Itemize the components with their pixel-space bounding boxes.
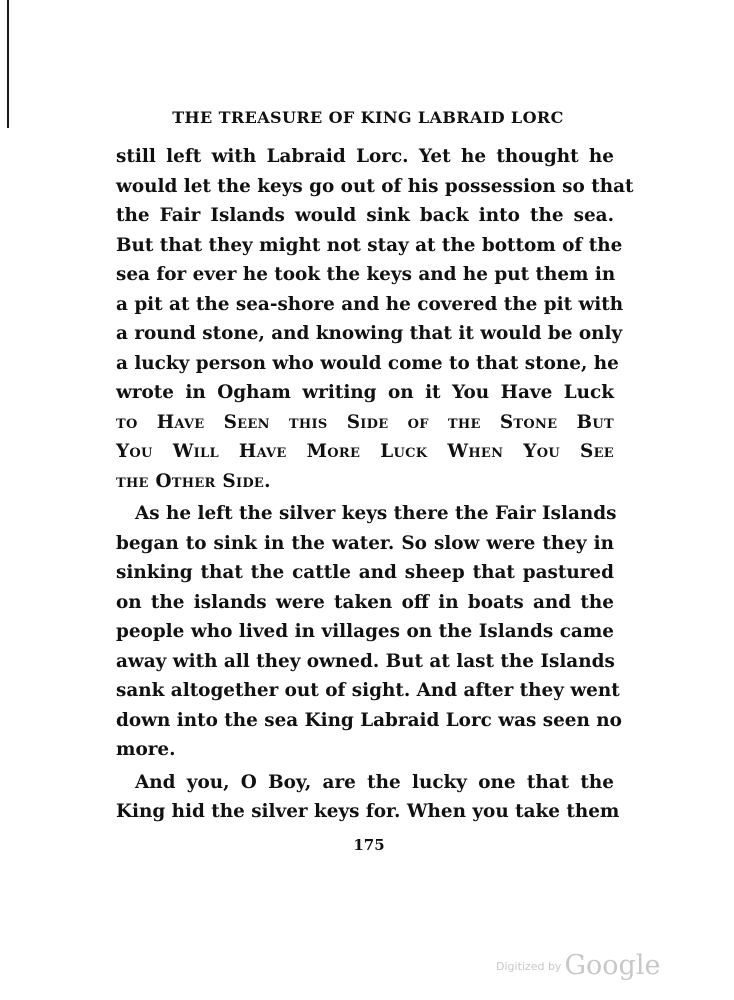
- text-line: still left with Labraid Lorc. Yet he thought he: [116, 146, 614, 167]
- text-line: And you, O Boy, are the lucky one that the: [135, 771, 614, 793]
- text-line: a lucky person who would come to that stone, he: [116, 352, 619, 374]
- body-text: [116, 142, 634, 827]
- text-line: As he left the silver keys there the Fair Islands: [135, 503, 617, 524]
- text-line: a round stone, and knowing that it would be only: [116, 323, 623, 344]
- text-line: more.: [116, 739, 176, 760]
- text-line: sea for ever he took the keys and he put them in: [116, 264, 616, 285]
- digitized-watermark: [496, 950, 660, 981]
- text-line: people who lived in villages on the Islands came: [116, 621, 614, 642]
- inscription-line: the Other Side.: [116, 470, 271, 492]
- text-line: sank altogether out of sight. And after they went: [116, 680, 620, 701]
- binding-edge: [7, 0, 9, 128]
- page-number: 175: [353, 836, 385, 854]
- text-line: wrote in Ogham writing on it You Have Luck: [116, 382, 614, 403]
- inscription-line: You Will Have More Luck When You See: [116, 441, 614, 462]
- text-line: sinking that the cattle and sheep that pastured: [116, 562, 614, 583]
- text-line: But that they might not stay at the bottom of the: [116, 234, 623, 256]
- running-head: THE TREASURE OF KING LABRAID LORC: [172, 108, 564, 127]
- digitized-by-label: Digitized by: [496, 960, 562, 973]
- text-line: away with all they owned. But at last the Islands: [116, 650, 615, 672]
- text-line: began to sink in the water. So slow were they in: [116, 532, 614, 554]
- text-line: King hid the silver keys for. When you take them: [116, 801, 620, 822]
- text-line: the Fair Islands would sink back into the sea.: [116, 205, 614, 226]
- text-line: on the islands were taken off in boats and the: [116, 591, 614, 613]
- text-line: would let the keys go out of his possession so that: [116, 175, 634, 197]
- text-line: a pit at the sea-shore and he covered the pit with: [116, 293, 624, 315]
- text-line: down into the sea King Labraid Lorc was seen no: [116, 709, 622, 731]
- google-logo: Google: [564, 950, 661, 981]
- inscription-line: to Have Seen this Side of the Stone But: [116, 411, 614, 433]
